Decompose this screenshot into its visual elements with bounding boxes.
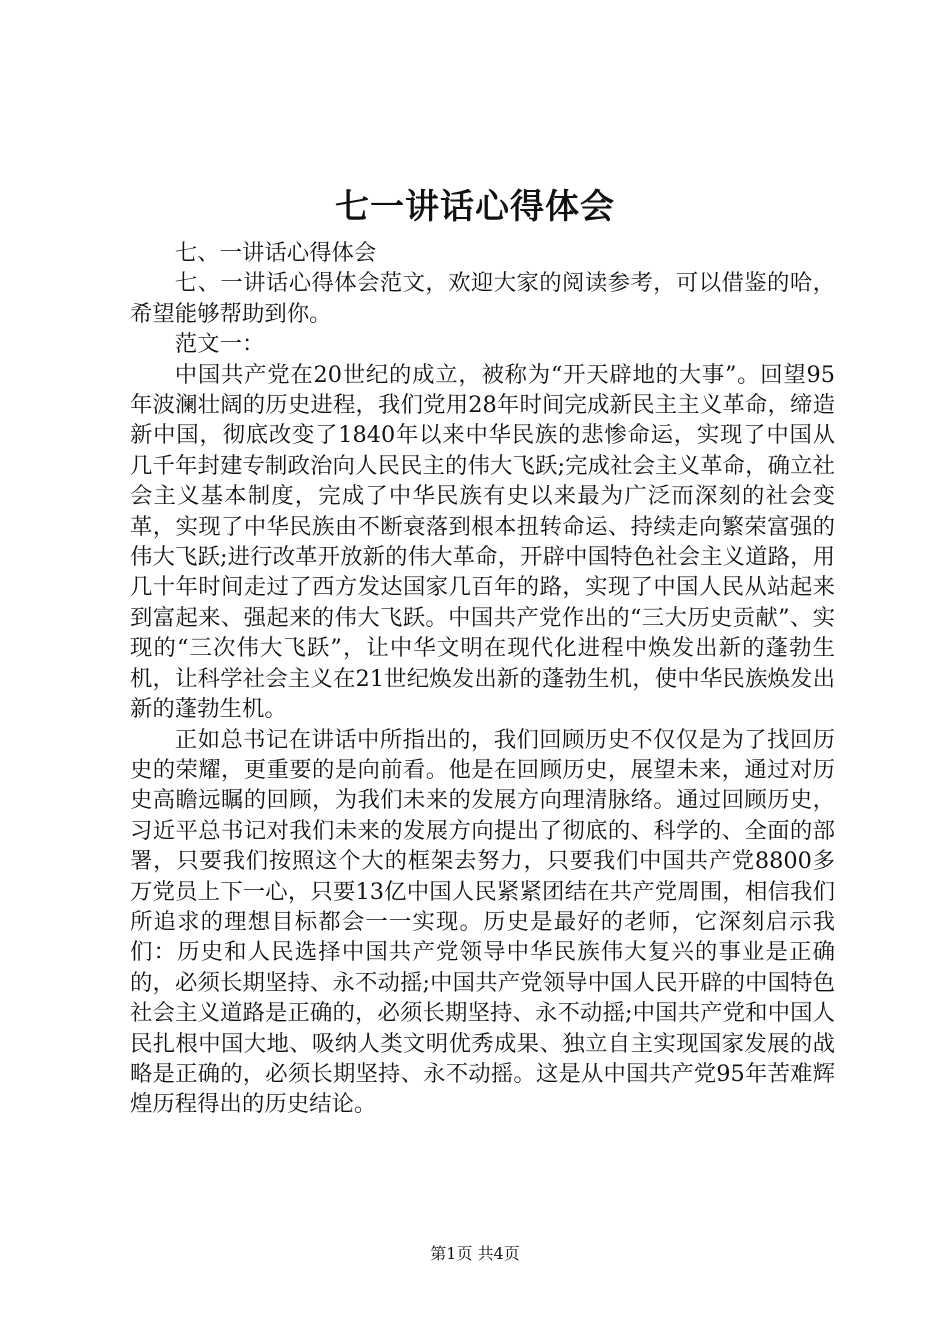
paragraph-speech: 正如总书记在讲话中所指出的，我们回顾历史不仅仅是为了找回历史的荣耀，更重要的是向前看。他是在回顾历史，展望未来，通过对历史高瞻远瞩的回顾，为我们未来的发展方向理清脉络。通过回顾历史，习近平总书记对我们未来的发展方向提出了彻底的、科学的、全面的部署，只要我们按照这个大的框架去努力，只要我们中国共产党8800多万党员上下一心，只要13亿中国人民紧紧团结在共产党周围，相信我们所追求的理想目标都会一一实现。历史是最好的老师，它深刻启示我们：历史和人民选择中国共产党领导中华民族伟大复兴的事业是正确的，必须长期坚持、永不动摇;中国共产党领导中国人民开辟的中国特色社会主义道路是正确的，必须长期坚持、永不动摇;中国共产党和中国人民扎根中国大地、吸纳人类文明优秀成果、独立自主实现国家发展的战略是正确的，必须长期坚持、永不动摇。这是从中国共产党95年苦难辉煌历程得出的历史结论。	[130, 726, 835, 1118]
paragraph-history: 中国共产党在20世纪的成立，被称为“开天辟地的大事”。回望95年波澜壮阔的历史进程，我们党用28年时间完成新民主主义革命，缔造新中国，彻底改变了1840年以来中华民族的悲惨命运，实现了中国从几千年封建专制政治向人民民主的伟大飞跃;完成社会主义革命，确立社会主义基本制度，完成了中华民族有史以来最为广泛而深刻的社会变革，实现了中华民族由不断衰落到根本扭转命运、持续走向繁荣富强的伟大飞跃;进行改革开放新的伟大革命，开辟中国特色社会主义道路，用几十年时间走过了西方发达国家几百年的路，实现了中国人民从站起来到富起来、强起来的伟大飞跃。中国共产党作出的“三大历史贡献”、实现的“三次伟大飞跃”，让中华文明在现代化进程中焕发出新的蓬勃生机，让科学社会主义在21世纪焕发出新的蓬勃生机，使中华民族焕发出新的蓬勃生机。	[130, 361, 835, 723]
page-indicator: 第1页 共4页	[430, 1244, 520, 1263]
paragraph-heading: 七、一讲话心得体会	[174, 240, 377, 266]
paragraph-sample-label: 范文一：	[174, 331, 265, 358]
document-title: 七一讲话心得体会	[335, 187, 615, 227]
document-body	[130, 238, 835, 1120]
paragraph-intro: 七、一讲话心得体会范文，欢迎大家的阅读参考，可以借鉴的哈，希望能够帮助到你。	[130, 270, 835, 327]
